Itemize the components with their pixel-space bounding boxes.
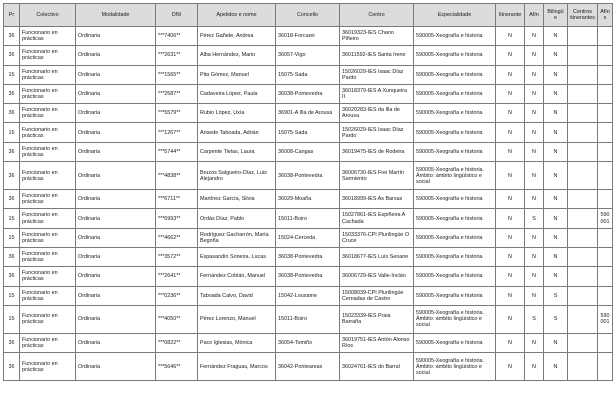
- cell-dni: ***0236**: [156, 286, 198, 305]
- cell-itinerante: N: [496, 286, 525, 305]
- cell-itinerante: N: [496, 267, 525, 286]
- cell-afin: N: [525, 228, 544, 247]
- assignment-table: [3, 3, 613, 381]
- column-header-dni: DNI: [156, 4, 198, 27]
- cell-colectivo: Funcionario en prácticas: [20, 190, 76, 209]
- column-header-centros-itinerantes: Centros itinerantes: [568, 4, 598, 27]
- table-row: [4, 46, 613, 65]
- cell-afins: [598, 333, 613, 352]
- cell-centros-itinerantes: [568, 46, 598, 65]
- cell-modalidade: Ordinaria: [76, 84, 156, 103]
- cell-afins: [598, 65, 613, 84]
- cell-itinerante: N: [496, 190, 525, 209]
- cell-afins: [598, 123, 613, 142]
- cell-afins: [598, 228, 613, 247]
- cell-centro: 36006730-IES Frei Martín Sarmiento: [340, 162, 414, 190]
- cell-colectivo: Funcionario en prácticas: [20, 142, 76, 161]
- cell-dni: ***5646**: [156, 353, 198, 381]
- cell-itinerante: N: [496, 123, 525, 142]
- cell-especialidade: 590005-Xeografía e historia: [414, 65, 496, 84]
- cell-afins: 590001: [598, 209, 613, 228]
- cell-apelidos-e-nome: Fernández Cobián, Manuel: [198, 267, 276, 286]
- cell-centros-itinerantes: [568, 27, 598, 46]
- cell-concello: 36029-Moaña: [276, 190, 340, 209]
- cell-colectivo: Funcionario en prácticas: [20, 65, 76, 84]
- cell-centros-itinerantes: [568, 286, 598, 305]
- cell-centro: 15027861-IES Espiñeira A Cachada: [340, 209, 414, 228]
- cell-centros-itinerantes: [568, 190, 598, 209]
- cell-afins: [598, 84, 613, 103]
- cell-centros-itinerantes: [568, 104, 598, 123]
- cell-colectivo: Funcionario en prácticas: [20, 46, 76, 65]
- cell-dni: ***6711**: [156, 190, 198, 209]
- cell-bilingue: N: [544, 65, 568, 84]
- cell-pr: 36: [4, 162, 20, 190]
- cell-centros-itinerantes: [568, 65, 598, 84]
- cell-afin: N: [525, 333, 544, 352]
- cell-centro: 15008039-CPI Plurilingüe Cernadas de Castro: [340, 286, 414, 305]
- table-row: [4, 267, 613, 286]
- cell-centros-itinerantes: [568, 247, 598, 266]
- cell-bilingue: N: [544, 104, 568, 123]
- cell-colectivo: Funcionario en prácticas: [20, 286, 76, 305]
- cell-bilingue: N: [544, 247, 568, 266]
- cell-pr: 15: [4, 65, 20, 84]
- cell-afins: [598, 247, 613, 266]
- cell-colectivo: Funcionario en prácticas: [20, 209, 76, 228]
- cell-afin: N: [525, 84, 544, 103]
- cell-bilingue: N: [544, 333, 568, 352]
- cell-modalidade: Ordinaria: [76, 286, 156, 305]
- column-header-afins: Afíns: [598, 4, 613, 27]
- cell-dni: ***4662**: [156, 228, 198, 247]
- cell-apelidos-e-nome: Bruzos Salgueiro-Díaz, Luis Alejandro: [198, 162, 276, 190]
- table-row: [4, 353, 613, 381]
- cell-bilingue: S: [544, 305, 568, 333]
- cell-modalidade: Ordinaria: [76, 123, 156, 142]
- cell-pr: 36: [4, 333, 20, 352]
- cell-afin: N: [525, 190, 544, 209]
- column-header-especialidade: Especialidade: [414, 4, 496, 27]
- column-header-afin: Afín: [525, 4, 544, 27]
- cell-pr: 15: [4, 123, 20, 142]
- cell-centro: 36019751-IES Antón Alonso Ríos: [340, 333, 414, 352]
- cell-centro: 36018379-IES A Xunqueira II: [340, 84, 414, 103]
- cell-modalidade: Ordinaria: [76, 46, 156, 65]
- cell-centro: 36006729-IES Valle-Inclán: [340, 267, 414, 286]
- cell-itinerante: N: [496, 228, 525, 247]
- cell-itinerante: N: [496, 142, 525, 161]
- cell-colectivo: Funcionario en prácticas: [20, 123, 76, 142]
- column-header-modalidade: Modalidade: [76, 4, 156, 27]
- cell-concello: 15024-Cerceda: [276, 228, 340, 247]
- cell-dni: ***4050**: [156, 305, 198, 333]
- cell-modalidade: Ordinaria: [76, 209, 156, 228]
- cell-apelidos-e-nome: Ansede Taboada, Adrián: [198, 123, 276, 142]
- cell-dni: ***5579**: [156, 104, 198, 123]
- cell-especialidade: 590005-Xeografía e historia: [414, 104, 496, 123]
- cell-especialidade: 590005-Xeografía e historia. Ámbito: ámbito lingüístico e social: [414, 353, 496, 381]
- cell-afins: [598, 162, 613, 190]
- cell-colectivo: Funcionario en prácticas: [20, 333, 76, 352]
- cell-colectivo: Funcionario en prácticas: [20, 247, 76, 266]
- cell-itinerante: N: [496, 104, 525, 123]
- cell-especialidade: 590005-Xeografía e historia: [414, 190, 496, 209]
- cell-itinerante: N: [496, 65, 525, 84]
- cell-concello: 15011-Boiro: [276, 209, 340, 228]
- cell-pr: 36: [4, 46, 20, 65]
- cell-afin: N: [525, 142, 544, 161]
- cell-itinerante: N: [496, 333, 525, 352]
- cell-bilingue: N: [544, 209, 568, 228]
- cell-centro: 15026029-IES Isaac Díaz Pardo: [340, 65, 414, 84]
- cell-itinerante: N: [496, 209, 525, 228]
- cell-itinerante: N: [496, 353, 525, 381]
- cell-dni: ***7406**: [156, 27, 198, 46]
- cell-afin: N: [525, 46, 544, 65]
- cell-afins: [598, 267, 613, 286]
- column-header-centro: Centro: [340, 4, 414, 27]
- cell-modalidade: Ordinaria: [76, 190, 156, 209]
- cell-apelidos-e-nome: Pérez Lorenzo, Manuel: [198, 305, 276, 333]
- table-body: [4, 27, 613, 381]
- cell-centro: 36019323-IES Chano Piñeiro: [340, 27, 414, 46]
- cell-pr: 36: [4, 27, 20, 46]
- table-row: [4, 305, 613, 333]
- cell-bilingue: N: [544, 190, 568, 209]
- cell-especialidade: 590005-Xeografía e historia: [414, 46, 496, 65]
- cell-itinerante: N: [496, 46, 525, 65]
- cell-afin: N: [525, 104, 544, 123]
- cell-apelidos-e-nome: Taboada Calvo, David: [198, 286, 276, 305]
- cell-concello: 15075-Sada: [276, 65, 340, 84]
- cell-colectivo: Funcionario en prácticas: [20, 162, 76, 190]
- cell-apelidos-e-nome: Rodríguez Gacharrón, María Begoña: [198, 228, 276, 247]
- cell-apelidos-e-nome: Rubio López, Uxía: [198, 104, 276, 123]
- cell-especialidade: 590005-Xeografía e historia: [414, 84, 496, 103]
- header-row: [4, 4, 613, 27]
- table-row: [4, 104, 613, 123]
- cell-especialidade: 590005-Xeografía e historia: [414, 333, 496, 352]
- table-row: [4, 84, 613, 103]
- cell-pr: 36: [4, 104, 20, 123]
- cell-pr: 36: [4, 190, 20, 209]
- cell-especialidade: 590005-Xeografía e historia: [414, 209, 496, 228]
- cell-afin: N: [525, 286, 544, 305]
- cell-afins: [598, 46, 613, 65]
- cell-pr: 36: [4, 247, 20, 266]
- cell-afins: 590001: [598, 305, 613, 333]
- cell-itinerante: N: [496, 247, 525, 266]
- cell-centros-itinerantes: [568, 162, 598, 190]
- assignment-table-container: [3, 3, 612, 381]
- cell-dni: ***2631**: [156, 46, 198, 65]
- cell-afins: [598, 190, 613, 209]
- cell-colectivo: Funcionario en prácticas: [20, 104, 76, 123]
- table-row: [4, 247, 613, 266]
- cell-centros-itinerantes: [568, 305, 598, 333]
- cell-centros-itinerantes: [568, 84, 598, 103]
- cell-centro: 36019475-IES de Rodeira: [340, 142, 414, 161]
- cell-centros-itinerantes: [568, 333, 598, 352]
- cell-modalidade: Ordinaria: [76, 247, 156, 266]
- cell-dni: ***5744**: [156, 142, 198, 161]
- cell-concello: 36038-Pontevedra: [276, 162, 340, 190]
- cell-concello: 36008-Cangas: [276, 142, 340, 161]
- cell-centro: 15026029-IES Isaac Díaz Pardo: [340, 123, 414, 142]
- cell-bilingue: N: [544, 46, 568, 65]
- cell-pr: 15: [4, 209, 20, 228]
- cell-apelidos-e-nome: Pita Gómez, Manuel: [198, 65, 276, 84]
- cell-centro: 36024761-IES do Barral: [340, 353, 414, 381]
- cell-modalidade: Ordinaria: [76, 305, 156, 333]
- table-row: [4, 286, 613, 305]
- cell-modalidade: Ordinaria: [76, 228, 156, 247]
- cell-modalidade: Ordinaria: [76, 353, 156, 381]
- cell-afins: [598, 353, 613, 381]
- cell-dni: ***6993**: [156, 209, 198, 228]
- cell-pr: 15: [4, 228, 20, 247]
- cell-especialidade: 590005-Xeografía e historia: [414, 27, 496, 46]
- cell-itinerante: N: [496, 27, 525, 46]
- cell-centro: 36018999-IES As Barxas: [340, 190, 414, 209]
- cell-apelidos-e-nome: Espasandín Soneira, Lucas: [198, 247, 276, 266]
- cell-afins: [598, 142, 613, 161]
- cell-concello: 36901-A Illa de Arousa: [276, 104, 340, 123]
- cell-apelidos-e-nome: Cadaveira López, Paula: [198, 84, 276, 103]
- cell-apelidos-e-nome: Pérez Gañete, Andrea: [198, 27, 276, 46]
- cell-pr: 36: [4, 84, 20, 103]
- cell-apelidos-e-nome: Ordás Díaz, Pablo: [198, 209, 276, 228]
- cell-bilingue: N: [544, 353, 568, 381]
- cell-especialidade: 590005-Xeografía e historia: [414, 228, 496, 247]
- cell-dni: ***4838**: [156, 162, 198, 190]
- cell-pr: 36: [4, 142, 20, 161]
- cell-pr: 15: [4, 305, 20, 333]
- cell-especialidade: 590005-Xeografía e historia: [414, 267, 496, 286]
- cell-centro: 36020283-IES da Illa de Arousa: [340, 104, 414, 123]
- cell-apelidos-e-nome: Martínez García, Silvia: [198, 190, 276, 209]
- table-header: [4, 4, 613, 27]
- cell-centro: 15023339-IES Praia Barraña: [340, 305, 414, 333]
- cell-concello: 36054-Tomiño: [276, 333, 340, 352]
- cell-apelidos-e-nome: Carpente Tielas, Laura: [198, 142, 276, 161]
- cell-modalidade: Ordinaria: [76, 104, 156, 123]
- cell-pr: 36: [4, 353, 20, 381]
- table-row: [4, 162, 613, 190]
- table-row: [4, 333, 613, 352]
- cell-concello: 36057-Vigo: [276, 46, 340, 65]
- table-row: [4, 123, 613, 142]
- cell-modalidade: Ordinaria: [76, 267, 156, 286]
- cell-afin: N: [525, 247, 544, 266]
- cell-afin: S: [525, 209, 544, 228]
- column-header-concello: Concello: [276, 4, 340, 27]
- cell-especialidade: 590005-Xeografía e historia: [414, 247, 496, 266]
- cell-colectivo: Funcionario en prácticas: [20, 353, 76, 381]
- cell-afin: N: [525, 65, 544, 84]
- table-row: [4, 142, 613, 161]
- cell-bilingue: N: [544, 142, 568, 161]
- cell-afins: [598, 104, 613, 123]
- cell-bilingue: S: [544, 286, 568, 305]
- cell-apelidos-e-nome: Alba Hernández, Mario: [198, 46, 276, 65]
- cell-concello: 36038-Pontevedra: [276, 267, 340, 286]
- cell-pr: 15: [4, 286, 20, 305]
- cell-modalidade: Ordinaria: [76, 162, 156, 190]
- cell-afins: [598, 286, 613, 305]
- column-header-bilingue: Bilingüe: [544, 4, 568, 27]
- cell-colectivo: Funcionario en prácticas: [20, 305, 76, 333]
- cell-afins: [598, 27, 613, 46]
- column-header-itinerante: Itinerante: [496, 4, 525, 27]
- cell-bilingue: N: [544, 267, 568, 286]
- cell-afin: S: [525, 305, 544, 333]
- cell-apelidos-e-nome: Fernández Fraguas, Marcos: [198, 353, 276, 381]
- cell-especialidade: 590005-Xeografía e historia: [414, 142, 496, 161]
- cell-bilingue: N: [544, 27, 568, 46]
- cell-centro: 36018677-IES Luís Seoane: [340, 247, 414, 266]
- cell-modalidade: Ordinaria: [76, 333, 156, 352]
- table-row: [4, 209, 613, 228]
- cell-concello: 36038-Pontevedra: [276, 247, 340, 266]
- cell-centros-itinerantes: [568, 123, 598, 142]
- column-header-pr: Pr: [4, 4, 20, 27]
- cell-concello: 36042-Ponteareas: [276, 353, 340, 381]
- cell-apelidos-e-nome: Paco Iglesias, Mónica: [198, 333, 276, 352]
- cell-colectivo: Funcionario en prácticas: [20, 228, 76, 247]
- cell-colectivo: Funcionario en prácticas: [20, 84, 76, 103]
- column-header-apelidos-e-nome: Apelidos e nome: [198, 4, 276, 27]
- cell-centro: 15033376-CPI Plurilingüe O Cruce: [340, 228, 414, 247]
- cell-dni: ***0822**: [156, 333, 198, 352]
- cell-centros-itinerantes: [568, 228, 598, 247]
- cell-afin: N: [525, 27, 544, 46]
- cell-itinerante: N: [496, 305, 525, 333]
- cell-bilingue: N: [544, 228, 568, 247]
- cell-dni: ***2587**: [156, 84, 198, 103]
- cell-dni: ***1267**: [156, 123, 198, 142]
- cell-especialidade: 590005-Xeografía e historia. Ámbito: ámbito lingüístico e social: [414, 162, 496, 190]
- cell-pr: 36: [4, 267, 20, 286]
- cell-dni: ***3572**: [156, 247, 198, 266]
- table-row: [4, 27, 613, 46]
- table-row: [4, 228, 613, 247]
- cell-dni: ***1565**: [156, 65, 198, 84]
- cell-concello: 36018-Forcarei: [276, 27, 340, 46]
- cell-especialidade: 590005-Xeografía e historia. Ámbito: ámbito lingüístico e social: [414, 305, 496, 333]
- table-row: [4, 65, 613, 84]
- cell-afin: N: [525, 123, 544, 142]
- cell-especialidade: 590005-Xeografía e historia: [414, 123, 496, 142]
- cell-centros-itinerantes: [568, 353, 598, 381]
- cell-colectivo: Funcionario en prácticas: [20, 267, 76, 286]
- cell-concello: 15075-Sada: [276, 123, 340, 142]
- cell-concello: 36038-Pontevedra: [276, 84, 340, 103]
- cell-concello: 15011-Boiro: [276, 305, 340, 333]
- cell-bilingue: N: [544, 123, 568, 142]
- table-row: [4, 190, 613, 209]
- cell-centros-itinerantes: [568, 267, 598, 286]
- cell-concello: 15042-Lousame: [276, 286, 340, 305]
- cell-dni: ***2641**: [156, 267, 198, 286]
- cell-especialidade: 590005-Xeografía e historia: [414, 286, 496, 305]
- cell-itinerante: N: [496, 84, 525, 103]
- cell-colectivo: Funcionario en prácticas: [20, 27, 76, 46]
- cell-afin: N: [525, 353, 544, 381]
- column-header-colectivo: Colectivo: [20, 4, 76, 27]
- cell-centro: 36011592-IES Santa Irene: [340, 46, 414, 65]
- cell-modalidade: Ordinaria: [76, 65, 156, 84]
- cell-itinerante: N: [496, 162, 525, 190]
- cell-modalidade: Ordinaria: [76, 27, 156, 46]
- cell-bilingue: N: [544, 84, 568, 103]
- cell-modalidade: Ordinaria: [76, 142, 156, 161]
- cell-afin: N: [525, 162, 544, 190]
- cell-afin: N: [525, 267, 544, 286]
- cell-bilingue: N: [544, 162, 568, 190]
- cell-centros-itinerantes: [568, 142, 598, 161]
- cell-centros-itinerantes: [568, 209, 598, 228]
